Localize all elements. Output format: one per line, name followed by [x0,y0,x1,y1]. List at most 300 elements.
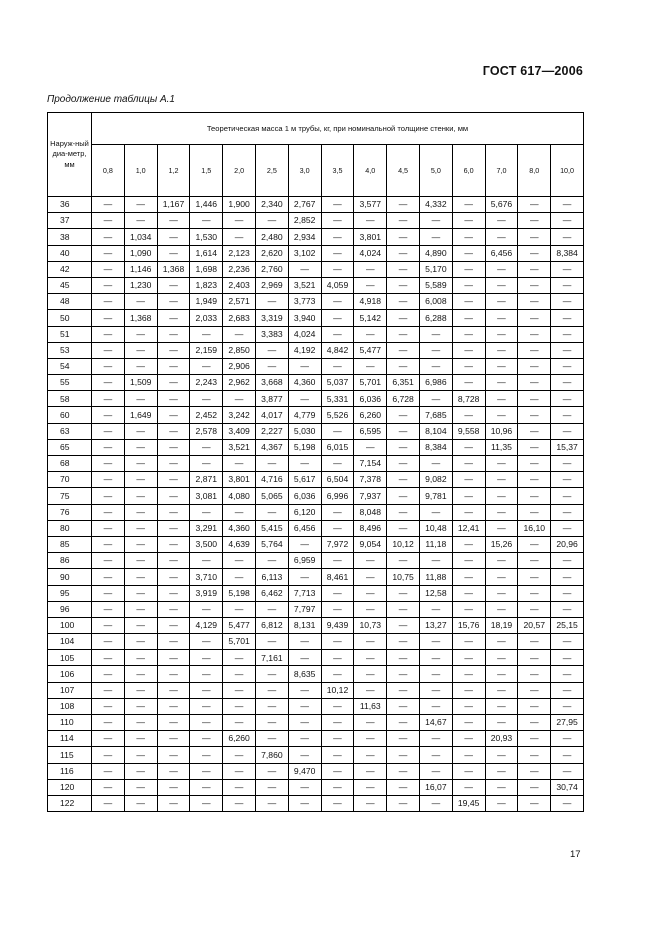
table-row [48,779,584,795]
mass-value-cell: — [518,504,551,520]
mass-value-cell: — [518,779,551,795]
mass-value-cell: — [157,472,190,488]
mass-value-cell: 4,059 [321,277,354,293]
mass-value-cell: — [452,504,485,520]
mass-value-cell: — [92,536,125,552]
mass-value-cell: — [551,763,584,779]
mass-value-cell: — [551,504,584,520]
diameter-cell: 36 [48,197,92,213]
table-row [48,698,584,714]
table-row [48,310,584,326]
mass-value-cell: — [387,488,420,504]
table-row [48,763,584,779]
mass-value-cell: 5,030 [288,423,321,439]
mass-value-cell: — [190,666,223,682]
mass-value-cell: — [321,795,354,811]
mass-value-cell: — [223,698,256,714]
mass-value-cell: 11,18 [419,536,452,552]
mass-value-cell: — [452,585,485,601]
mass-value-cell: — [452,229,485,245]
mass-value-cell: — [190,213,223,229]
diameter-cell: 106 [48,666,92,682]
mass-value-cell: 6,595 [354,423,387,439]
mass-value-cell: — [321,423,354,439]
mass-value-cell: — [485,358,518,374]
pipe-mass-table [47,112,584,812]
mass-value-cell: — [190,601,223,617]
mass-value-cell: — [485,585,518,601]
mass-value-cell: — [124,504,157,520]
mass-value-cell: — [387,407,420,423]
mass-value-cell: — [485,326,518,342]
mass-value-cell: 9,054 [354,536,387,552]
mass-value-cell: — [354,650,387,666]
mass-value-cell: — [387,277,420,293]
mass-value-cell: — [92,310,125,326]
mass-value-cell: — [485,634,518,650]
mass-value-cell: — [551,213,584,229]
mass-value-cell: — [387,423,420,439]
mass-value-cell: — [518,439,551,455]
mass-value-cell: 4,360 [223,520,256,536]
mass-value-cell: — [354,585,387,601]
mass-value-cell: — [452,731,485,747]
mass-value-cell: 5,065 [255,488,288,504]
diameter-cell: 95 [48,585,92,601]
mass-value-cell: — [485,488,518,504]
mass-value-cell: — [288,358,321,374]
mass-value-cell: 4,024 [354,245,387,261]
mass-value-cell: — [255,763,288,779]
table-row [48,520,584,536]
mass-value-cell: 16,10 [518,520,551,536]
mass-value-cell: — [190,795,223,811]
mass-value-cell: 2,767 [288,197,321,213]
mass-value-cell: — [485,779,518,795]
mass-value-cell: — [551,682,584,698]
mass-value-cell: 5,764 [255,536,288,552]
mass-value-cell: — [419,342,452,358]
thickness-header-cell: 5,0 [419,145,452,197]
mass-value-cell: 5,617 [288,472,321,488]
mass-value-cell: — [354,601,387,617]
wall-thickness-header-row [48,145,584,197]
diameter-cell: 122 [48,795,92,811]
mass-value-cell: — [92,779,125,795]
mass-value-cell: — [551,375,584,391]
mass-value-cell: — [419,747,452,763]
mass-value-cell: — [321,779,354,795]
mass-value-cell: — [387,197,420,213]
mass-value-cell: — [387,747,420,763]
mass-value-cell: — [321,715,354,731]
diameter-cell: 75 [48,488,92,504]
mass-value-cell: 6,288 [419,310,452,326]
mass-value-cell: 1,446 [190,197,223,213]
mass-value-cell: — [157,553,190,569]
mass-value-cell: — [387,439,420,455]
mass-value-cell: — [485,795,518,811]
thickness-header-cell: 2,0 [223,145,256,197]
mass-value-cell: — [92,358,125,374]
mass-value-cell: — [551,310,584,326]
mass-value-cell: 8,131 [288,617,321,633]
mass-value-cell: 3,877 [255,391,288,407]
mass-value-cell: — [223,715,256,731]
mass-value-cell: — [452,601,485,617]
mass-value-cell: — [223,569,256,585]
mass-value-cell: 6,504 [321,472,354,488]
mass-value-cell: — [452,536,485,552]
mass-value-cell: — [92,423,125,439]
mass-value-cell: — [321,197,354,213]
mass-value-cell: — [124,439,157,455]
mass-value-cell: — [452,553,485,569]
mass-value-cell: 4,842 [321,342,354,358]
mass-value-cell: 2,403 [223,277,256,293]
mass-value-cell: 5,170 [419,261,452,277]
mass-value-cell: — [288,731,321,747]
mass-value-cell: — [255,715,288,731]
mass-value-cell: — [190,358,223,374]
mass-value-cell: 1,823 [190,277,223,293]
mass-value-cell: — [223,763,256,779]
table-row [48,666,584,682]
mass-value-cell: — [452,326,485,342]
mass-value-cell: 14,67 [419,715,452,731]
mass-value-cell: 2,123 [223,245,256,261]
mass-value-cell: — [551,634,584,650]
diameter-cell: 50 [48,310,92,326]
mass-value-cell: — [452,439,485,455]
table-row [48,504,584,520]
mass-value-cell: — [485,310,518,326]
mass-value-cell: — [551,795,584,811]
mass-value-cell: — [92,650,125,666]
mass-value-cell: — [321,326,354,342]
mass-value-cell: — [551,456,584,472]
mass-value-cell: 4,367 [255,439,288,455]
table-row [48,634,584,650]
mass-value-cell: — [223,779,256,795]
thickness-header-cell: 4,0 [354,145,387,197]
mass-value-cell: — [452,375,485,391]
mass-value-cell: — [354,634,387,650]
mass-value-cell: 4,360 [288,375,321,391]
mass-value-cell: — [92,795,125,811]
mass-value-cell: — [452,407,485,423]
table-row [48,585,584,601]
mass-value-cell: — [288,715,321,731]
mass-value-cell: — [157,342,190,358]
mass-value-cell: — [255,698,288,714]
mass-value-cell: — [288,698,321,714]
table-row [48,326,584,342]
mass-value-cell: — [354,779,387,795]
mass-value-cell: 25,15 [551,617,584,633]
diameter-cell: 54 [48,358,92,374]
mass-value-cell: 3,668 [255,375,288,391]
table-row [48,375,584,391]
mass-value-cell: — [485,601,518,617]
mass-value-cell: — [419,391,452,407]
mass-value-cell: — [354,715,387,731]
mass-value-cell: — [223,326,256,342]
mass-value-cell: — [518,569,551,585]
mass-value-cell: — [157,358,190,374]
mass-value-cell: 5,037 [321,375,354,391]
mass-value-cell: — [190,391,223,407]
mass-value-cell: — [551,472,584,488]
mass-value-cell: 4,080 [223,488,256,504]
mass-value-cell: — [288,795,321,811]
mass-value-cell: 1,090 [124,245,157,261]
mass-value-cell: 5,526 [321,407,354,423]
mass-value-cell: — [518,245,551,261]
mass-value-cell: — [518,423,551,439]
table-row [48,553,584,569]
mass-value-cell: — [288,536,321,552]
mass-value-cell: — [518,456,551,472]
mass-value-cell: — [157,456,190,472]
mass-value-cell: 9,558 [452,423,485,439]
mass-value-cell: — [551,261,584,277]
mass-value-cell: — [518,326,551,342]
thickness-header-cell: 3,0 [288,145,321,197]
mass-value-cell: 12,41 [452,520,485,536]
mass-value-cell: — [518,731,551,747]
mass-value-cell: 13,27 [419,617,452,633]
mass-value-cell: 6,260 [223,731,256,747]
mass-value-cell: — [92,245,125,261]
diameter-cell: 48 [48,294,92,310]
mass-value-cell: — [321,666,354,682]
mass-value-cell: — [157,439,190,455]
mass-value-cell: 4,332 [419,197,452,213]
mass-value-cell: 8,384 [419,439,452,455]
mass-value-cell: 11,88 [419,569,452,585]
mass-value-cell: — [255,294,288,310]
mass-value-cell: — [419,763,452,779]
mass-value-cell: 1,530 [190,229,223,245]
diameter-cell: 107 [48,682,92,698]
mass-value-cell: — [452,310,485,326]
mass-value-cell: — [452,245,485,261]
mass-value-cell: 10,48 [419,520,452,536]
mass-value-cell: — [518,197,551,213]
diameter-cell: 85 [48,536,92,552]
mass-value-cell: — [518,472,551,488]
mass-value-cell: — [288,634,321,650]
mass-value-cell: — [387,763,420,779]
mass-value-cell: — [452,456,485,472]
mass-value-cell: — [190,715,223,731]
mass-value-cell: 1,509 [124,375,157,391]
mass-value-cell: — [223,795,256,811]
mass-value-cell: — [92,698,125,714]
mass-value-cell: — [157,245,190,261]
mass-value-cell: — [321,601,354,617]
mass-value-cell: — [321,358,354,374]
mass-value-cell: — [157,617,190,633]
mass-value-cell: — [223,229,256,245]
mass-value-cell: — [124,747,157,763]
mass-value-cell: — [452,779,485,795]
mass-value-cell: 8,048 [354,504,387,520]
mass-value-cell: — [485,698,518,714]
mass-value-cell: — [124,569,157,585]
mass-value-cell: — [452,213,485,229]
mass-value-cell: — [321,504,354,520]
mass-value-cell: 6,462 [255,585,288,601]
mass-value-cell: — [452,682,485,698]
mass-value-cell: — [190,326,223,342]
thickness-header-cell: 2,5 [255,145,288,197]
mass-value-cell: — [92,666,125,682]
table-row [48,197,584,213]
mass-value-cell: — [255,504,288,520]
mass-value-cell: 3,940 [288,310,321,326]
mass-value-cell: — [485,569,518,585]
mass-value-cell: — [387,456,420,472]
mass-value-cell: 2,236 [223,261,256,277]
mass-value-cell: 3,383 [255,326,288,342]
mass-value-cell: — [551,601,584,617]
mass-value-cell: — [255,342,288,358]
mass-value-cell: — [92,391,125,407]
mass-value-cell: — [354,666,387,682]
mass-value-cell: — [288,747,321,763]
mass-value-cell: — [485,472,518,488]
mass-value-cell: 7,154 [354,456,387,472]
mass-value-cell: — [157,520,190,536]
mass-value-cell: — [387,245,420,261]
mass-value-cell: — [387,779,420,795]
table-row [48,536,584,552]
mass-value-cell: — [551,277,584,293]
mass-value-cell: — [124,634,157,650]
mass-value-cell: — [485,342,518,358]
mass-value-cell: — [255,601,288,617]
mass-value-cell: — [551,407,584,423]
mass-value-cell: — [92,504,125,520]
mass-value-cell: — [387,520,420,536]
mass-value-cell: — [223,391,256,407]
mass-value-cell: — [157,294,190,310]
mass-value-cell: — [92,634,125,650]
mass-value-cell: 4,192 [288,342,321,358]
mass-value-cell: — [419,601,452,617]
mass-value-cell: — [124,520,157,536]
table-row [48,747,584,763]
mass-value-cell: — [354,358,387,374]
mass-value-cell: — [551,423,584,439]
mass-value-cell: — [518,715,551,731]
mass-value-cell: 3,919 [190,585,223,601]
mass-value-cell: — [387,634,420,650]
mass-value-cell: 1,230 [124,277,157,293]
mass-value-cell: — [419,504,452,520]
table-row [48,569,584,585]
mass-value-cell: 6,113 [255,569,288,585]
thickness-header-cell: 7,0 [485,145,518,197]
mass-value-cell: — [92,617,125,633]
mass-value-cell: — [485,650,518,666]
table-caption: Продолжение таблицы А.1 [47,94,175,105]
mass-value-cell: — [354,731,387,747]
mass-value-cell: 10,96 [485,423,518,439]
mass-value-cell: 5,331 [321,391,354,407]
mass-value-cell: — [518,585,551,601]
mass-value-cell: — [124,536,157,552]
mass-value-cell: — [321,747,354,763]
mass-value-cell: — [354,277,387,293]
mass-value-cell: — [452,650,485,666]
mass-value-cell: — [255,795,288,811]
mass-value-cell: — [157,229,190,245]
mass-value-cell: — [190,698,223,714]
mass-value-cell: — [92,407,125,423]
mass-value-cell: — [157,747,190,763]
mass-value-cell: — [92,763,125,779]
mass-value-cell: — [518,536,551,552]
diameter-cell: 120 [48,779,92,795]
mass-value-cell: 8,496 [354,520,387,536]
mass-value-cell: — [321,553,354,569]
mass-value-cell: — [354,439,387,455]
mass-value-cell: — [387,795,420,811]
thickness-header-cell: 1,5 [190,145,223,197]
mass-value-cell: — [387,617,420,633]
mass-value-cell: — [485,504,518,520]
thickness-header-cell: 6,0 [452,145,485,197]
mass-value-cell: — [551,747,584,763]
mass-value-cell: — [452,569,485,585]
mass-value-cell: — [92,585,125,601]
mass-value-cell: 2,227 [255,423,288,439]
mass-value-cell: — [321,634,354,650]
mass-value-cell: — [92,439,125,455]
mass-value-cell: — [223,650,256,666]
mass-value-cell: — [157,779,190,795]
mass-value-cell: — [551,342,584,358]
mass-value-cell: — [124,731,157,747]
mass-value-cell: 15,37 [551,439,584,455]
mass-value-cell: — [485,391,518,407]
mass-value-cell: — [124,456,157,472]
mass-value-cell: — [452,666,485,682]
mass-value-cell: — [354,326,387,342]
mass-value-cell: — [92,601,125,617]
mass-value-cell: — [518,310,551,326]
mass-value-cell: 10,73 [354,617,387,633]
mass-value-cell: — [288,569,321,585]
mass-value-cell: — [124,488,157,504]
mass-value-cell: 5,198 [288,439,321,455]
table-row [48,294,584,310]
mass-value-cell: — [518,407,551,423]
mass-value-cell: — [124,197,157,213]
mass-value-cell: 9,439 [321,617,354,633]
mass-value-cell: 2,852 [288,213,321,229]
mass-value-cell: — [551,650,584,666]
mass-value-cell: 1,949 [190,294,223,310]
diameter-cell: 76 [48,504,92,520]
mass-value-cell: 1,368 [157,261,190,277]
mass-value-cell: 6,036 [354,391,387,407]
diameter-cell: 80 [48,520,92,536]
mass-value-cell: — [223,666,256,682]
